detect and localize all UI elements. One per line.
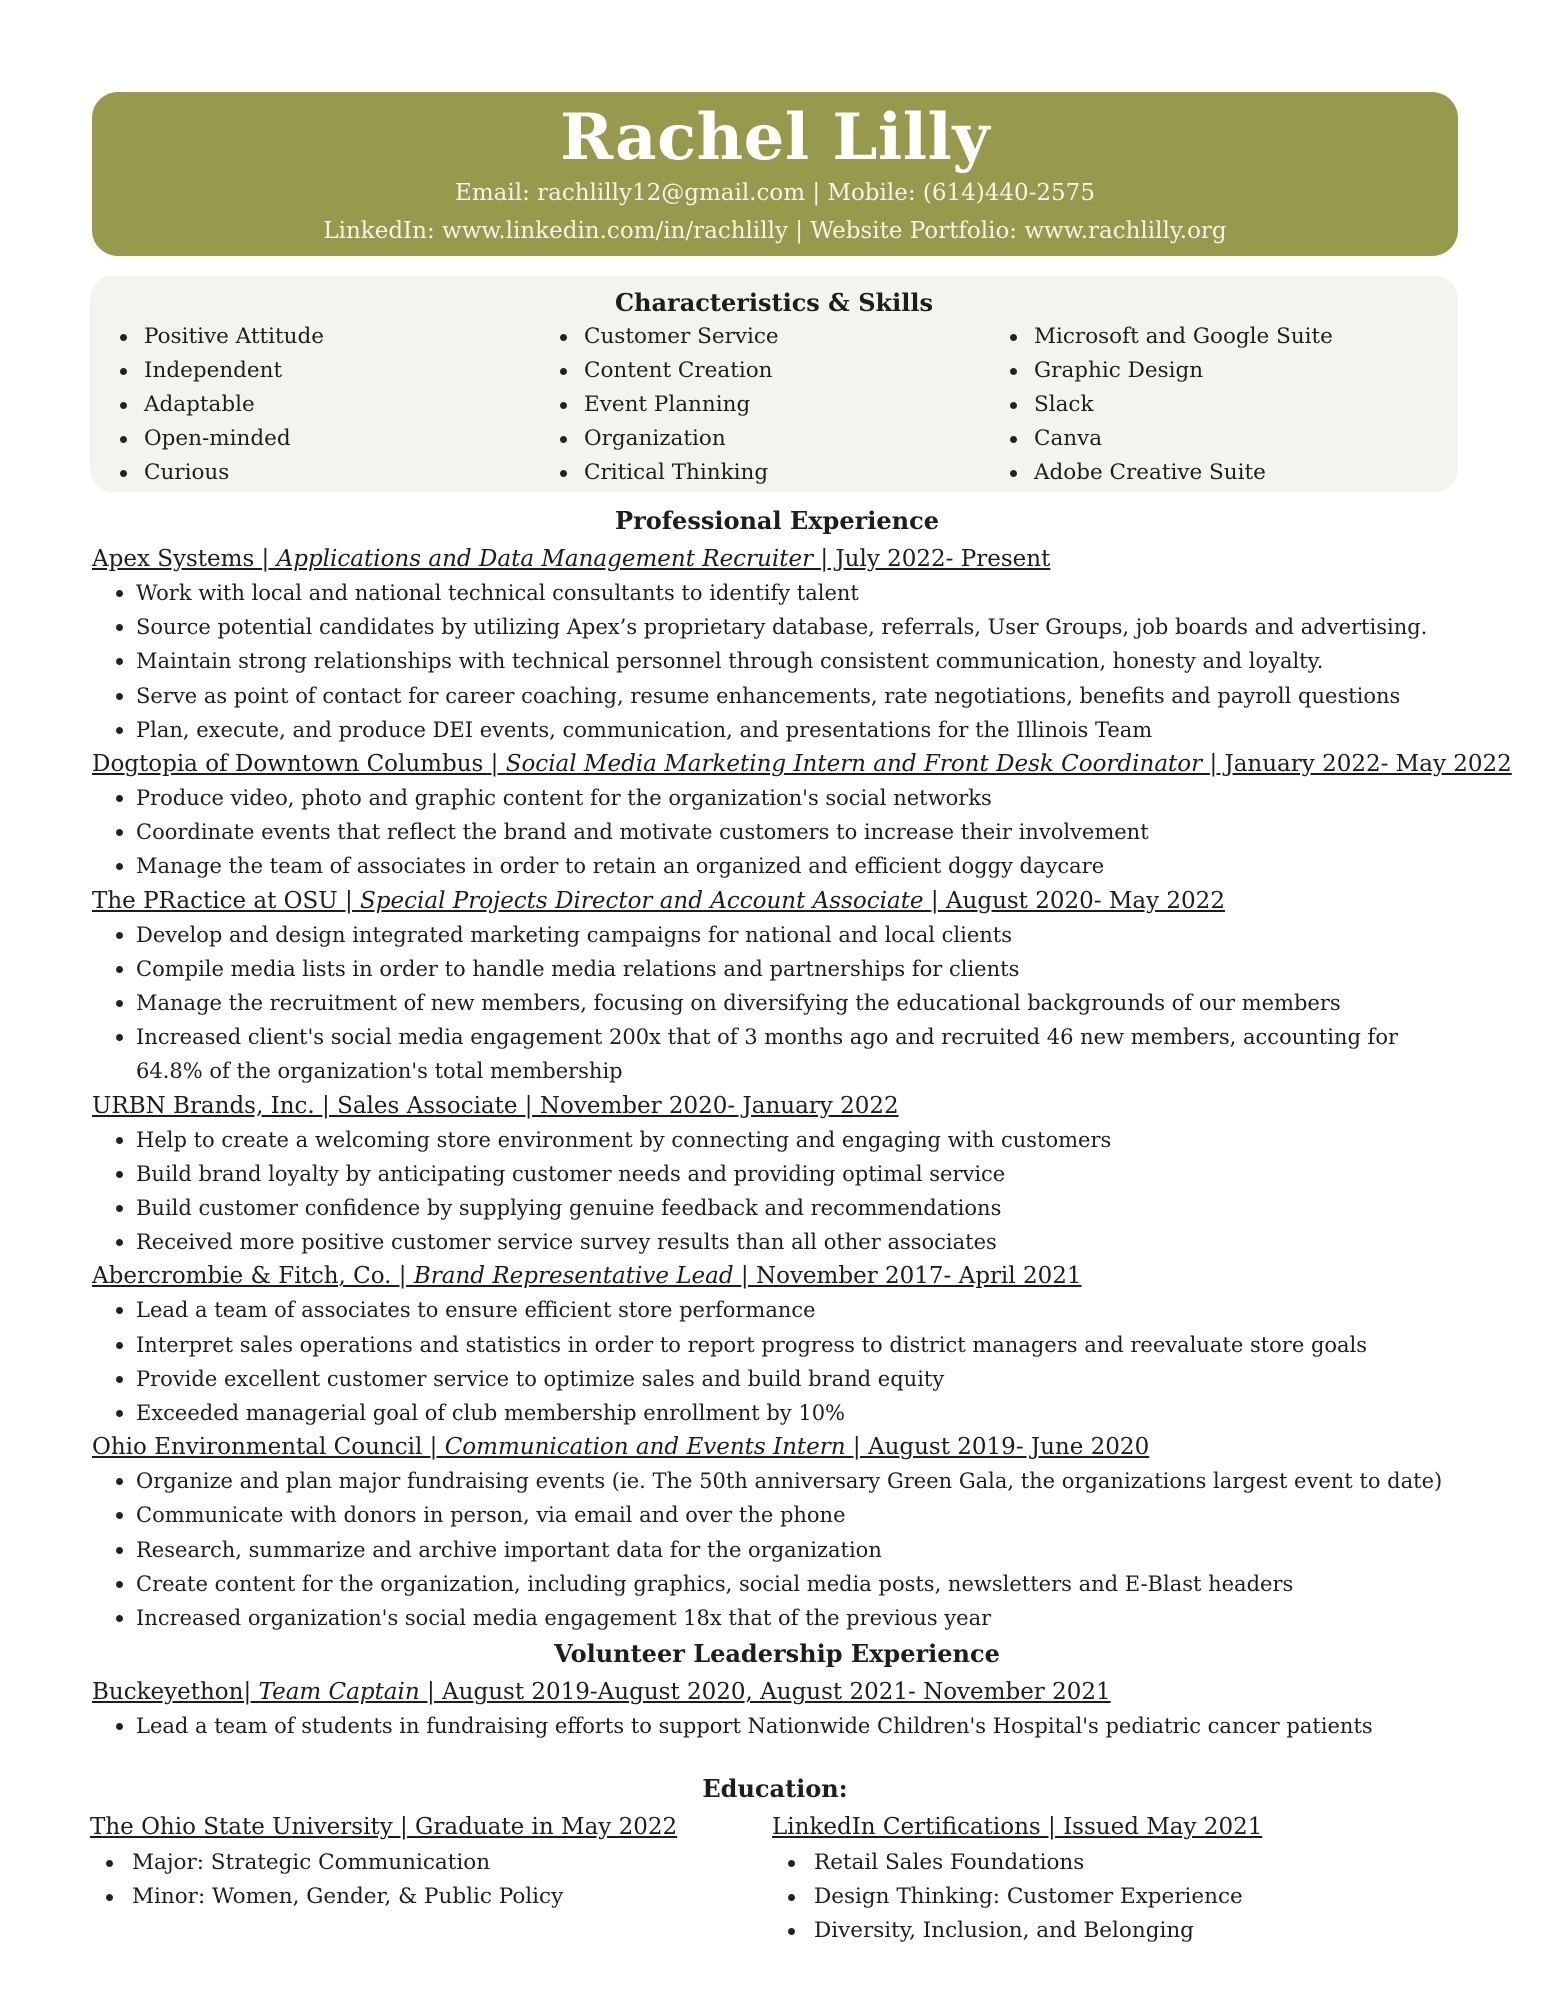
job-heading — [92, 884, 1462, 918]
job-bullet: Plan, execute, and produce DEI events, communication, and presentations for the Illinois Team — [126, 713, 1462, 747]
skills-column-1 — [114, 320, 324, 490]
certification-item: Diversity, Inclusion, and Belonging — [772, 1914, 1262, 1948]
header-banner — [92, 92, 1458, 256]
job-bullet: Exceeded managerial goal of club membership enrollment by 10% — [126, 1396, 1462, 1430]
skill-item: Open-minded — [114, 422, 324, 456]
volunteer-title: Volunteer Leadership Experience — [554, 1639, 1000, 1669]
job-bullet: Interpret sales operations and statistics in order to report progress to district managers and reevaluate store goals — [126, 1328, 1462, 1362]
volunteer-entry-buckeyethon — [92, 1675, 1462, 1743]
contact-line-links: LinkedIn: www.linkedin.com/in/rachlilly | Website Portfolio: www.rachlilly.org — [323, 218, 1227, 244]
job-heading — [92, 1089, 1462, 1123]
education-school — [90, 1810, 677, 1914]
job-bullet: Provide excellent customer service to optimize sales and build brand equity — [126, 1362, 1462, 1396]
job-company: Apex Systems | — [92, 546, 277, 572]
job-dates: Sales Associate | November 2020- January 2022 — [337, 1092, 899, 1119]
experience-section — [92, 506, 1512, 1743]
skill-item: Adobe Creative Suite — [1004, 456, 1333, 490]
contact-line-email-phone: Email: rachlilly12@gmail.com | Mobile: (614)440-2575 — [455, 180, 1095, 206]
job-entry-urbn — [92, 1089, 1462, 1260]
skill-item: Content Creation — [554, 354, 779, 388]
skill-item: Event Planning — [554, 388, 779, 422]
job-heading — [92, 1430, 1462, 1464]
job-bullet: Lead a team of students in fundraising efforts to support Nationwide Children's Hospital's pediatric cancer patients — [126, 1709, 1462, 1743]
job-bullet: Coordinate events that reflect the brand and motivate customers to increase their involvement — [126, 815, 1462, 849]
job-bullet: Compile media lists in order to handle media relations and partnerships for clients — [126, 952, 1462, 986]
school-item: Major: Strategic Communication — [90, 1846, 677, 1880]
skill-item: Slack — [1004, 388, 1333, 422]
skill-item: Graphic Design — [1004, 354, 1333, 388]
certification-items — [772, 1846, 1262, 1948]
job-bullet: Received more positive customer service survey results than all other associates — [126, 1225, 1462, 1259]
job-heading — [92, 542, 1462, 576]
job-bullets — [92, 576, 1462, 747]
job-bullets — [92, 1709, 1462, 1743]
job-role: Team Captain — [258, 1679, 427, 1706]
school-heading: The Ohio State University | Graduate in May 2022 — [90, 1814, 678, 1840]
job-dates: | August 2019-August 2020, August 2021- November 2021 — [427, 1679, 1111, 1706]
skills-column-3 — [1004, 320, 1333, 490]
job-bullet: Manage the recruitment of new members, focusing on diversifying the educational backgrounds of our members — [126, 986, 1462, 1020]
skill-item: Curious — [114, 456, 324, 490]
job-company: URBN Brands, Inc. | — [92, 1092, 338, 1119]
job-company: Buckeyethon| — [92, 1679, 259, 1706]
job-company: Dogtopia of Downtown Columbus | — [92, 751, 506, 778]
job-entry-practice — [92, 884, 1462, 1089]
job-bullet: Increased organization's social media engagement 18x that of the previous year — [126, 1601, 1462, 1635]
job-bullet: Create content for the organization, including graphics, social media posts, newsletters and E-Blast headers — [126, 1567, 1462, 1601]
school-item: Minor: Women, Gender, & Public Policy — [90, 1880, 677, 1914]
job-bullets — [92, 1464, 1462, 1635]
job-bullet: Manage the team of associates in order to retain an organized and efficient doggy daycare — [126, 849, 1462, 883]
job-heading — [92, 747, 1512, 781]
job-bullet: Build brand loyalty by anticipating customer needs and providing optimal service — [126, 1157, 1462, 1191]
job-bullets — [92, 918, 1462, 1089]
job-bullet: Lead a team of associates to ensure efficient store performance — [126, 1293, 1462, 1327]
skills-column-2 — [554, 320, 779, 490]
skill-item: Microsoft and Google Suite — [1004, 320, 1333, 354]
job-entry-oec — [92, 1430, 1462, 1635]
job-bullets — [92, 1293, 1462, 1430]
job-bullet: Maintain strong relationships with technical personnel through consistent communication, honesty and loyalty. — [126, 644, 1462, 678]
candidate-name: Rachel Lilly — [559, 100, 991, 175]
certifications-heading: LinkedIn Certifications | Issued May 2021 — [772, 1814, 1263, 1840]
job-bullet: Develop and design integrated marketing campaigns for national and local clients — [126, 918, 1462, 952]
job-dates: | January 2022- May 2022 — [1209, 751, 1512, 778]
job-role: Applications and Data Management Recruiter — [276, 546, 821, 572]
job-bullet: Research, summarize and archive important data for the organization — [126, 1533, 1462, 1567]
job-company: Ohio Environmental Council | — [92, 1434, 445, 1461]
job-role: Brand Representative Lead — [413, 1263, 741, 1290]
education-title: Education: — [702, 1774, 848, 1803]
job-bullet: Work with local and national technical consultants to identify talent — [126, 576, 1462, 610]
job-dates: | August 2019- June 2020 — [852, 1434, 1150, 1461]
job-bullet: Build customer confidence by supplying genuine feedback and recommendations — [126, 1191, 1462, 1225]
skill-item: Customer Service — [554, 320, 779, 354]
job-dates: | November 2017- April 2021 — [740, 1263, 1082, 1290]
job-bullets — [92, 1123, 1462, 1260]
skill-item: Independent — [114, 354, 324, 388]
skill-item: Organization — [554, 422, 779, 456]
skill-item: Critical Thinking — [554, 456, 779, 490]
experience-title: Professional Experience — [615, 506, 939, 535]
education-section — [90, 1774, 1460, 1954]
skill-item: Positive Attitude — [114, 320, 324, 354]
certification-item: Design Thinking: Customer Experience — [772, 1880, 1262, 1914]
job-dates: | August 2020- May 2022 — [930, 887, 1225, 914]
job-role: Communication and Events Intern — [444, 1434, 853, 1461]
skills-title: Characteristics & Skills — [614, 288, 934, 317]
skill-item: Canva — [1004, 422, 1333, 456]
job-bullet: Increased client's social media engagement 200x that of 3 months ago and recruited 46 new members, accounting for 64.8% of the organization's total membership — [126, 1020, 1462, 1088]
job-company: The PRactice at OSU | — [92, 887, 361, 914]
job-bullet: Produce video, photo and graphic content for the organization's social networks — [126, 781, 1462, 815]
job-bullet: Source potential candidates by utilizing Apex’s proprietary database, referrals, User Groups, job boards and advertising. — [126, 610, 1462, 644]
education-certifications — [772, 1810, 1262, 1948]
job-entry-abercrombie — [92, 1259, 1462, 1430]
job-bullet: Serve as point of contact for career coaching, resume enhancements, rate negotiations, benefits and payroll questions — [126, 679, 1462, 713]
job-entry-dogtopia — [92, 747, 1512, 884]
skills-section — [90, 276, 1458, 492]
job-bullet: Help to create a welcoming store environment by connecting and engaging with customers — [126, 1123, 1462, 1157]
job-company: Abercrombie & Fitch, Co. | — [92, 1263, 414, 1290]
job-bullet: Organize and plan major fundraising events (ie. The 50th anniversary Green Gala, the organizations largest event to date) — [126, 1464, 1462, 1498]
job-dates: | July 2022- Present — [820, 546, 1051, 572]
skills-columns — [90, 318, 1458, 488]
job-heading — [92, 1675, 1462, 1709]
job-bullets — [92, 781, 1462, 884]
job-heading — [92, 1259, 1462, 1293]
job-role: Social Media Marketing Intern and Front Desk Coordinator — [505, 751, 1210, 778]
certification-item: Retail Sales Foundations — [772, 1846, 1262, 1880]
school-items — [90, 1846, 677, 1914]
job-entry-apex — [92, 542, 1462, 747]
skill-item: Adaptable — [114, 388, 324, 422]
job-bullet: Communicate with donors in person, via email and over the phone — [126, 1498, 1462, 1532]
job-role: Special Projects Director and Account Associate — [360, 887, 931, 914]
